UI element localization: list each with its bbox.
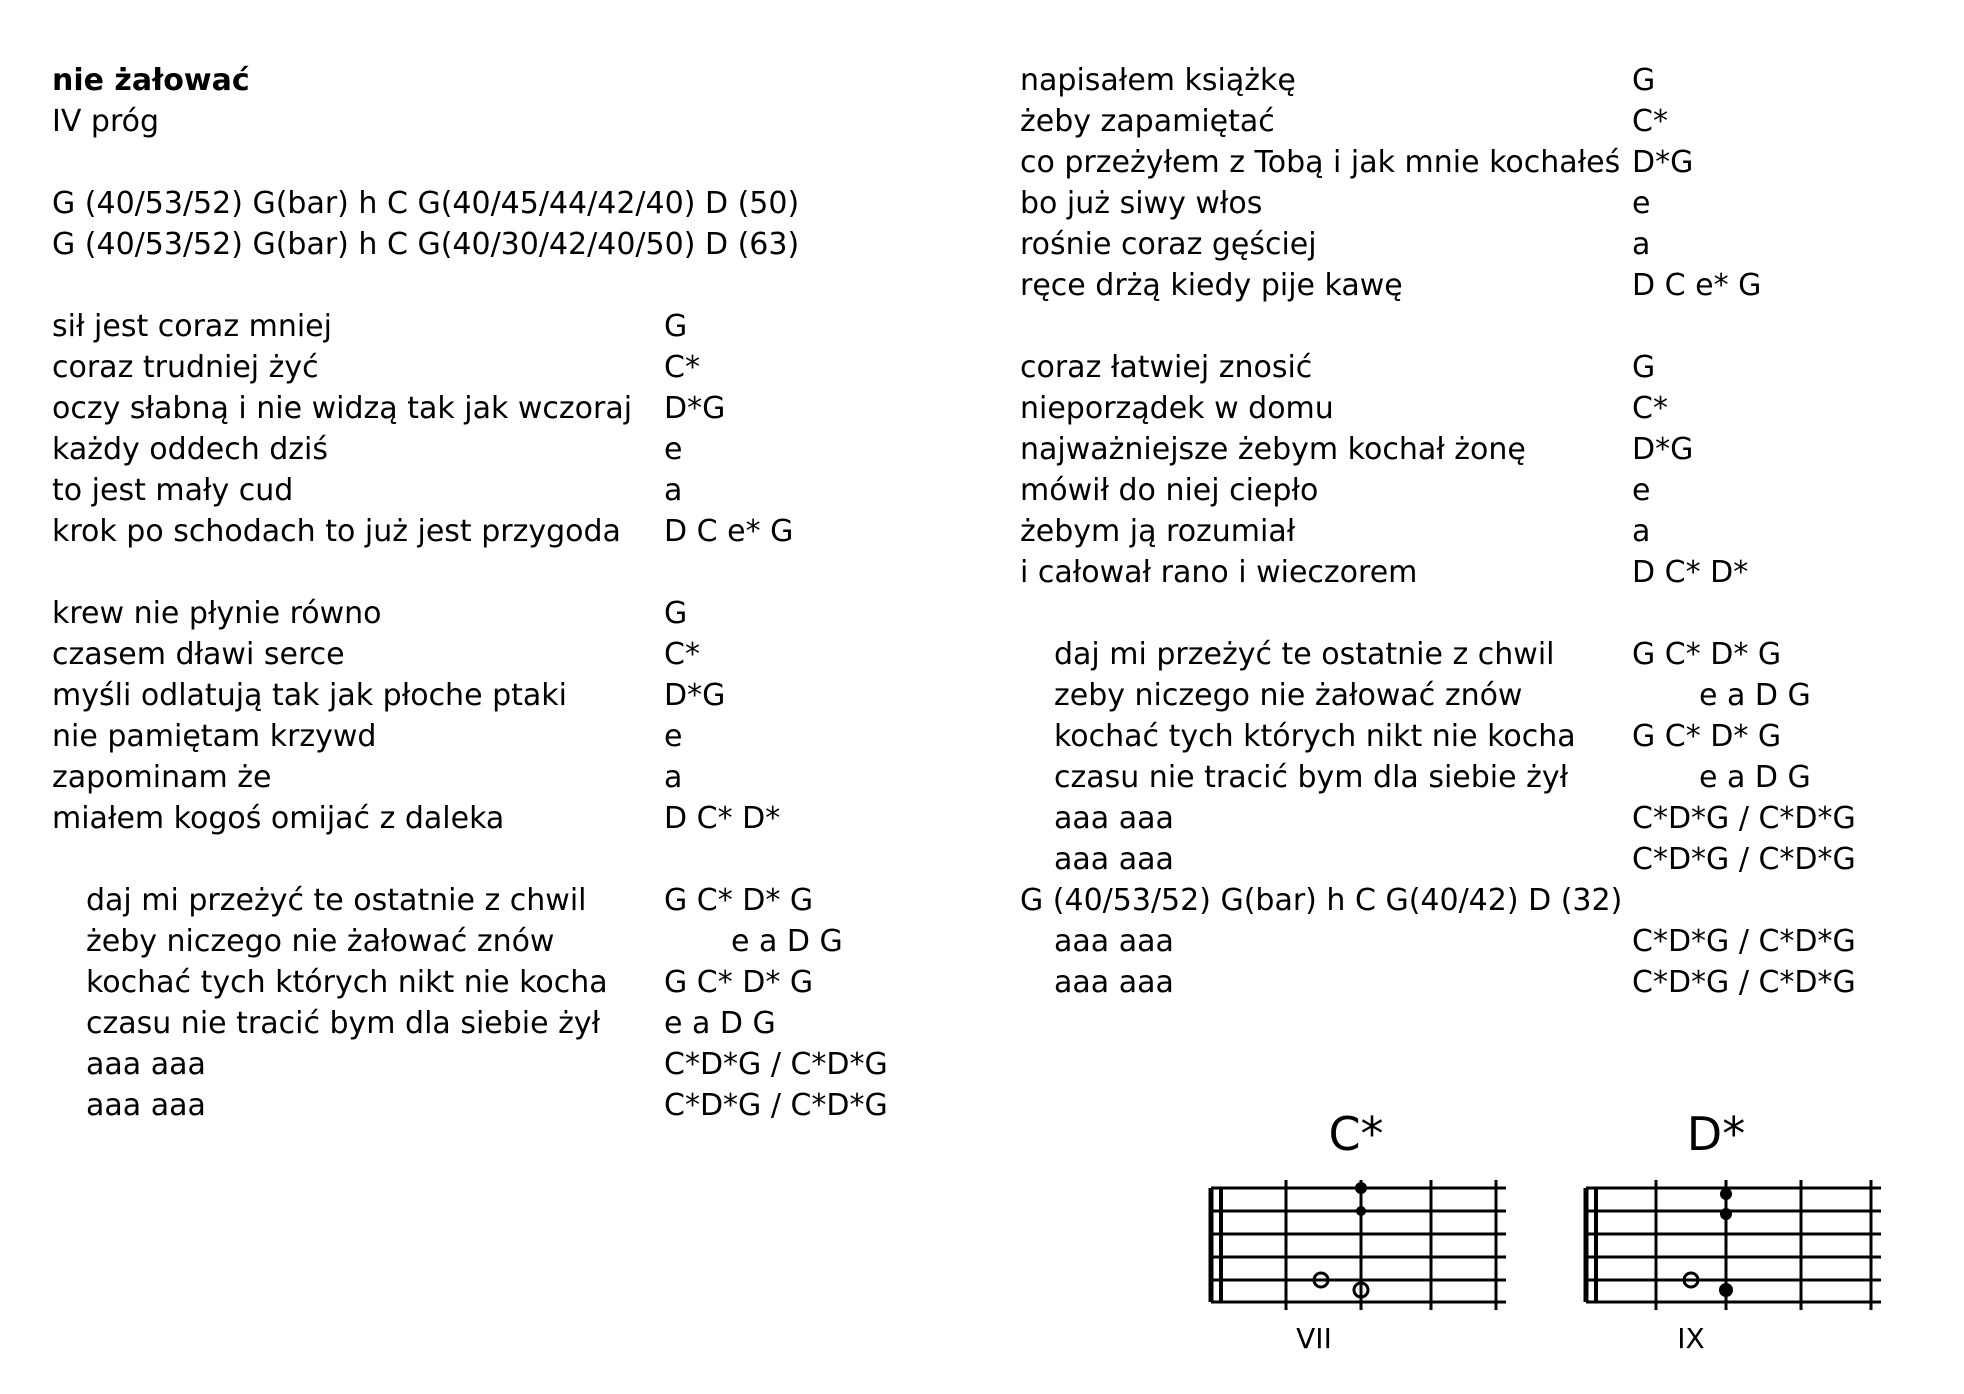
chord-text: C* [1632,391,1668,426]
verse-line [52,634,952,675]
verse-line [52,798,952,839]
lyric-text: rośnie coraz gęściej [1020,227,1317,262]
lyric-text: czasu nie tracić bym dla siebie żył [86,1006,601,1041]
intro-line [52,224,952,265]
chorus-line [1020,798,1960,839]
chorus-line [52,1044,952,1085]
lyric-text: napisałem książkę [1020,63,1296,98]
chord-text: a [1632,514,1651,549]
blank-line [1020,306,1960,347]
fretboard [1586,1180,1881,1310]
verse-line [52,429,952,470]
lyric-text: coraz łatwiej znosić [1020,350,1313,385]
verse-line [52,388,952,429]
chorus-line [52,962,952,1003]
chorus-line [1020,839,1960,880]
chord-text: D C e* G [1632,268,1762,303]
lyric-text: bo już siwy włos [1020,186,1263,221]
chorus-line [1020,962,1960,1003]
chord-text: C* [1632,104,1668,139]
finger-dot [1719,1283,1733,1297]
chorus-line [52,921,952,962]
chord-text: G C* D* G [1632,637,1782,672]
chord-text: G [664,596,688,631]
chord-diagram-c-star-svg [1196,1090,1526,1360]
verse-line [52,716,952,757]
song-title-line [52,60,952,101]
finger-dot [1720,1188,1732,1200]
verse-line [1020,347,1960,388]
chorus-line [52,1085,952,1126]
lyric-text: kochać tych których nikt nie kocha [1054,719,1576,754]
chord-text: D C* D* [664,801,781,836]
blank-line [52,265,952,306]
chord-text: C*D*G / C*D*G [1632,924,1856,959]
lyric-text: sił jest coraz mniej [52,309,332,344]
lyric-text: kochać tych których nikt nie kocha [86,965,608,1000]
chorus-line [1020,921,1960,962]
verse-line [1020,101,1960,142]
right-column [1020,60,1960,1003]
chord-text: e a D G [1699,678,1811,713]
chord-text: a [1632,227,1651,262]
lyric-text: czasem dławi serce [52,637,345,672]
lyric-text: i całował rano i wieczorem [1020,555,1418,590]
chord-diagram-c-star [1196,1090,1526,1364]
blank-line [52,552,952,593]
verse-line [1020,429,1960,470]
lyric-text: nie pamiętam krzywd [52,719,377,754]
verse-line [52,593,952,634]
song-title: nie żałować [52,63,250,98]
chord-text: D C e* G [664,514,794,549]
lyric-text: aaa aaa [86,1088,206,1123]
chord-text: D*G [664,391,726,426]
chorus-line [1020,675,1960,716]
lyric-text: żebym ją rozumiał [1020,514,1296,549]
chord-text: C*D*G / C*D*G [1632,965,1856,1000]
fret-position: IX [1677,1322,1705,1355]
finger-dot [1356,1206,1366,1216]
verse-line [1020,511,1960,552]
verse-line [1020,142,1960,183]
lyric-text: co przeżyłem z Tobą i jak mnie kochałeś [1020,145,1621,180]
lyric-text: myśli odlatują tak jak płoche ptaki [52,678,567,713]
chord-text: G [1632,350,1656,385]
chord-text: G C* D* G [664,965,814,1000]
verse-line [52,511,952,552]
chord-text: e a D G [1699,760,1811,795]
chord-text: G C* D* G [1632,719,1782,754]
verse-line [1020,470,1960,511]
lyric-text: ręce drżą kiedy pije kawę [1020,268,1403,303]
lyric-text: aaa aaa [1054,801,1174,836]
lyric-text: aaa aaa [1054,842,1174,877]
lyric-text: aaa aaa [1054,924,1174,959]
fretboard [1211,1180,1506,1310]
lyric-text: daj mi przeżyć te ostatnie z chwil [86,883,587,918]
chorus-line [1020,757,1960,798]
lyric-text: nieporządek w domu [1020,391,1334,426]
chord-text: e a D G [731,924,843,959]
blank-line [52,839,952,880]
chord-text: D*G [1632,145,1694,180]
chord-text: e [1632,186,1651,221]
chord-text: C*D*G / C*D*G [1632,801,1856,836]
diagram-chord-name: C* [1328,1107,1384,1161]
chorus-line [52,1003,952,1044]
lyric-text: mówił do niej ciepło [1020,473,1319,508]
verse-line [1020,183,1960,224]
verse-line [1020,265,1960,306]
verse-line [1020,388,1960,429]
blank-line [52,142,952,183]
lyric-text: miałem kogoś omijać z daleka [52,801,505,836]
blank-line [1020,593,1960,634]
lyric-text: żeby zapamiętać [1020,104,1275,139]
chord-text: C*D*G / C*D*G [664,1088,888,1123]
lyric-text: daj mi przeżyć te ostatnie z chwil [1054,637,1555,672]
chord-text: G [1632,63,1656,98]
verse-line [1020,60,1960,101]
lyric-text: żeby niczego nie żałować znów [86,924,555,959]
lyric-text: krew nie płynie równo [52,596,382,631]
chorus-line [1020,634,1960,675]
chorus-line [52,880,952,921]
chord-text: e a D G [664,1006,776,1041]
verse-line [1020,224,1960,265]
chord-text: C* [664,350,700,385]
finger-dot [1720,1208,1732,1220]
intro-line [52,183,952,224]
lyric-text: oczy słabną i nie widzą tak jak wczoraj [52,391,633,426]
lyric-text: czasu nie tracić bym dla siebie żył [1054,760,1569,795]
lyric-text: coraz trudniej żyć [52,350,319,385]
verse-line [1020,552,1960,593]
chord-diagram-d-star [1571,1090,1901,1364]
diagram-chord-name: D* [1686,1107,1746,1161]
verse-line [52,757,952,798]
verse-line [52,470,952,511]
lyric-text: aaa aaa [1054,965,1174,1000]
lyric-text: zapominam że [52,760,272,795]
verse-line [52,306,952,347]
lyric-text: zeby niczego nie żałować znów [1054,678,1523,713]
verse-line [52,347,952,388]
fret-position: VII [1296,1322,1332,1355]
intro-text: G (40/53/52) G(bar) h C G(40/30/42/40/50) D (63) [52,227,800,262]
lyric-text: każdy oddech dziś [52,432,329,467]
chord-text: D*G [1632,432,1694,467]
verse-line [52,675,952,716]
intro-text: G (40/53/52) G(bar) h C G(40/45/44/42/40) D (50) [52,186,800,221]
lyric-text: aaa aaa [86,1047,206,1082]
chord-text: e [1632,473,1651,508]
chord-text: e [664,719,683,754]
chord-text: C*D*G / C*D*G [664,1047,888,1082]
chord-text: D C* D* [1632,555,1749,590]
chord-text: C* [664,637,700,672]
left-column [52,60,952,1126]
lyric-text: krok po schodach to już jest przygoda [52,514,621,549]
finger-dot [1355,1182,1367,1194]
capo-note: IV próg [52,104,160,139]
capo-line [52,101,952,142]
outro-intro-line [1020,880,1960,921]
chord-text: D*G [664,678,726,713]
chord-text: G C* D* G [664,883,814,918]
chorus-line [1020,716,1960,757]
lyric-text: to jest mały cud [52,473,294,508]
chord-diagram-d-star-svg [1571,1090,1901,1360]
chord-text: C*D*G / C*D*G [1632,842,1856,877]
chord-text: a [664,473,683,508]
chord-text: a [664,760,683,795]
outro-intro-text: G (40/53/52) G(bar) h C G(40/42) D (32) [1020,883,1623,918]
chord-text: e [664,432,683,467]
lyric-text: najważniejsze żebym kochał żonę [1020,432,1526,467]
chord-diagrams [1196,1090,1926,1360]
chord-text: G [664,309,688,344]
